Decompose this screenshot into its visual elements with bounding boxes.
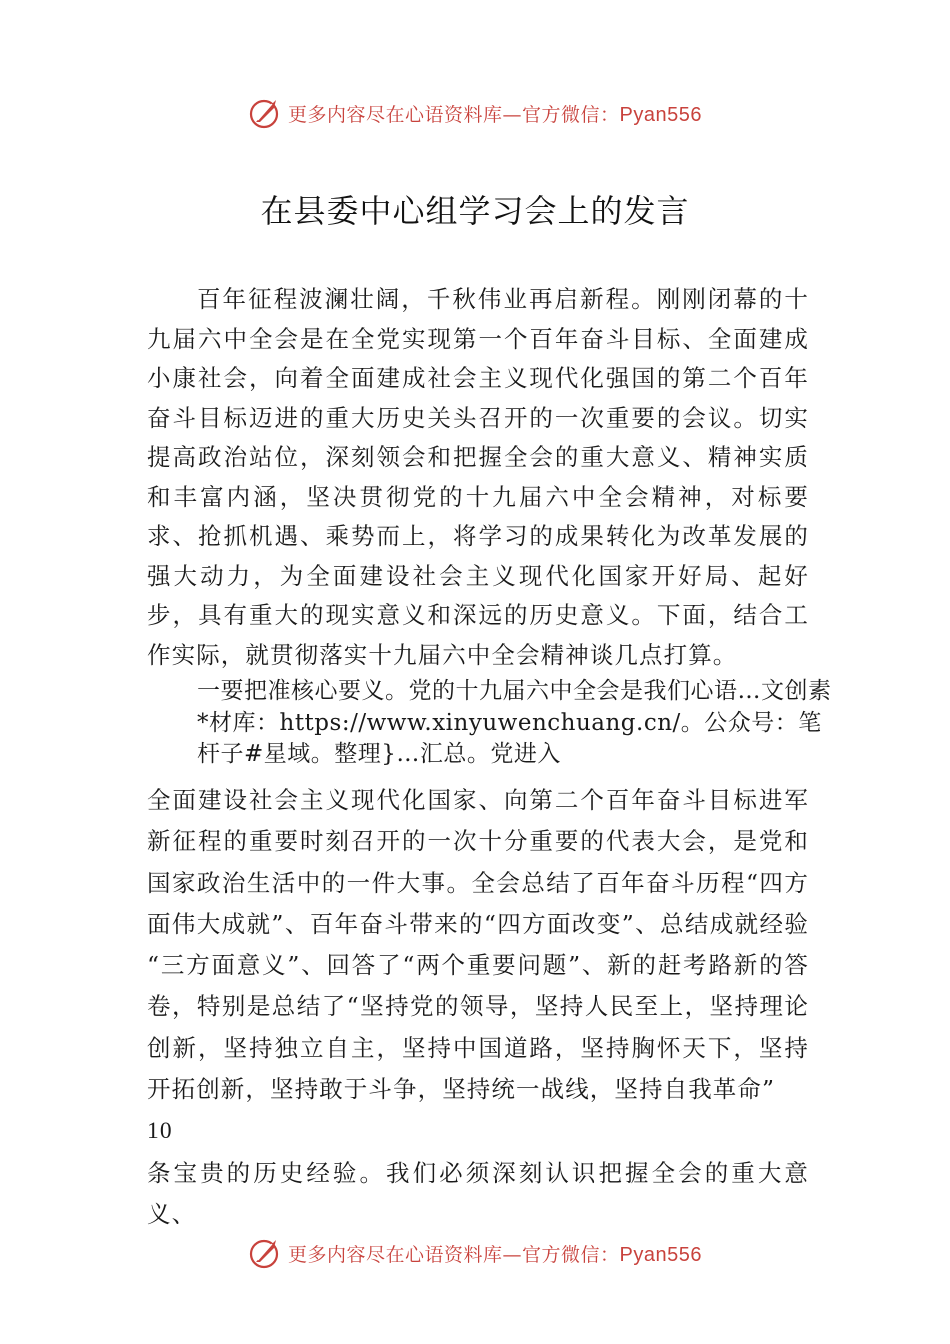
paragraph-core-essence: 一要把准核心要义。党的十九届六中全会是我们心语…文创素*材库：https://www.xinyuwenchuang.cn/。公众号：笔杆子#星域。整理}…汇总。党进入 [197, 678, 832, 767]
watermark-text: 更多内容尽在心语资料库—官方微信：Pyan556 [288, 1243, 702, 1266]
paragraph-plenum-summary: 全面建设社会主义现代化国家、向第二个百年奋斗目标进军新征程的重要时刻召开的一次十分重要的代表大会，是党和国家政治生活中的一件大事。全会总结了百年奋斗历程“四方面伟大成就”、百年奋斗带来的“四方面改变”、总结成就经验 “三方面意义”、回答了“两个重要问题”、新的赶考路新的答卷，特别是总结了“坚持党的领导，坚持人民至上，坚持理论创新，坚持独立自主，坚持中国道路，坚持胸怀天下，坚持开拓创新，坚持敢于斗争，坚持统一战线，坚持自我革命” 10 条宝贵的历史经验。我们必须深刻认识把握全会的重大意义、 [147, 786, 809, 1228]
document-title: 在县委中心组学习会上的发言 [260, 192, 690, 230]
quill-pen-icon [248, 96, 282, 130]
header-watermark [0, 96, 950, 130]
watermark-text: 更多内容尽在心语资料库—官方微信：Pyan556 [288, 103, 702, 126]
quill-pen-icon [248, 1236, 282, 1270]
paragraph-intro: 百年征程波澜壮阔，千秋伟业再启新程。刚刚闭幕的十九届六中全会是在全党实现第一个百年奋斗目标、全面建成小康社会，向着全面建成社会主义现代化强国的第二个百年奋斗目标迈进的重大历史关头召开的一次重要的会议。切实提高政治站位，深刻领会和把握全会的重大意义、精神实质和丰富内涵，坚决贯彻党的十九届六中全会精神，对标要求、抢抓机遇、乘势而上，将学习的成果转化为改革发展的强大动力，为全面建设社会主义现代化国家开好局、起好步，具有重大的现实意义和深远的历史意义。下面，结合工作实际，就贯彻落实十九届六中全会精神谈几点打算。 [147, 285, 809, 669]
footer-watermark [0, 1236, 950, 1270]
